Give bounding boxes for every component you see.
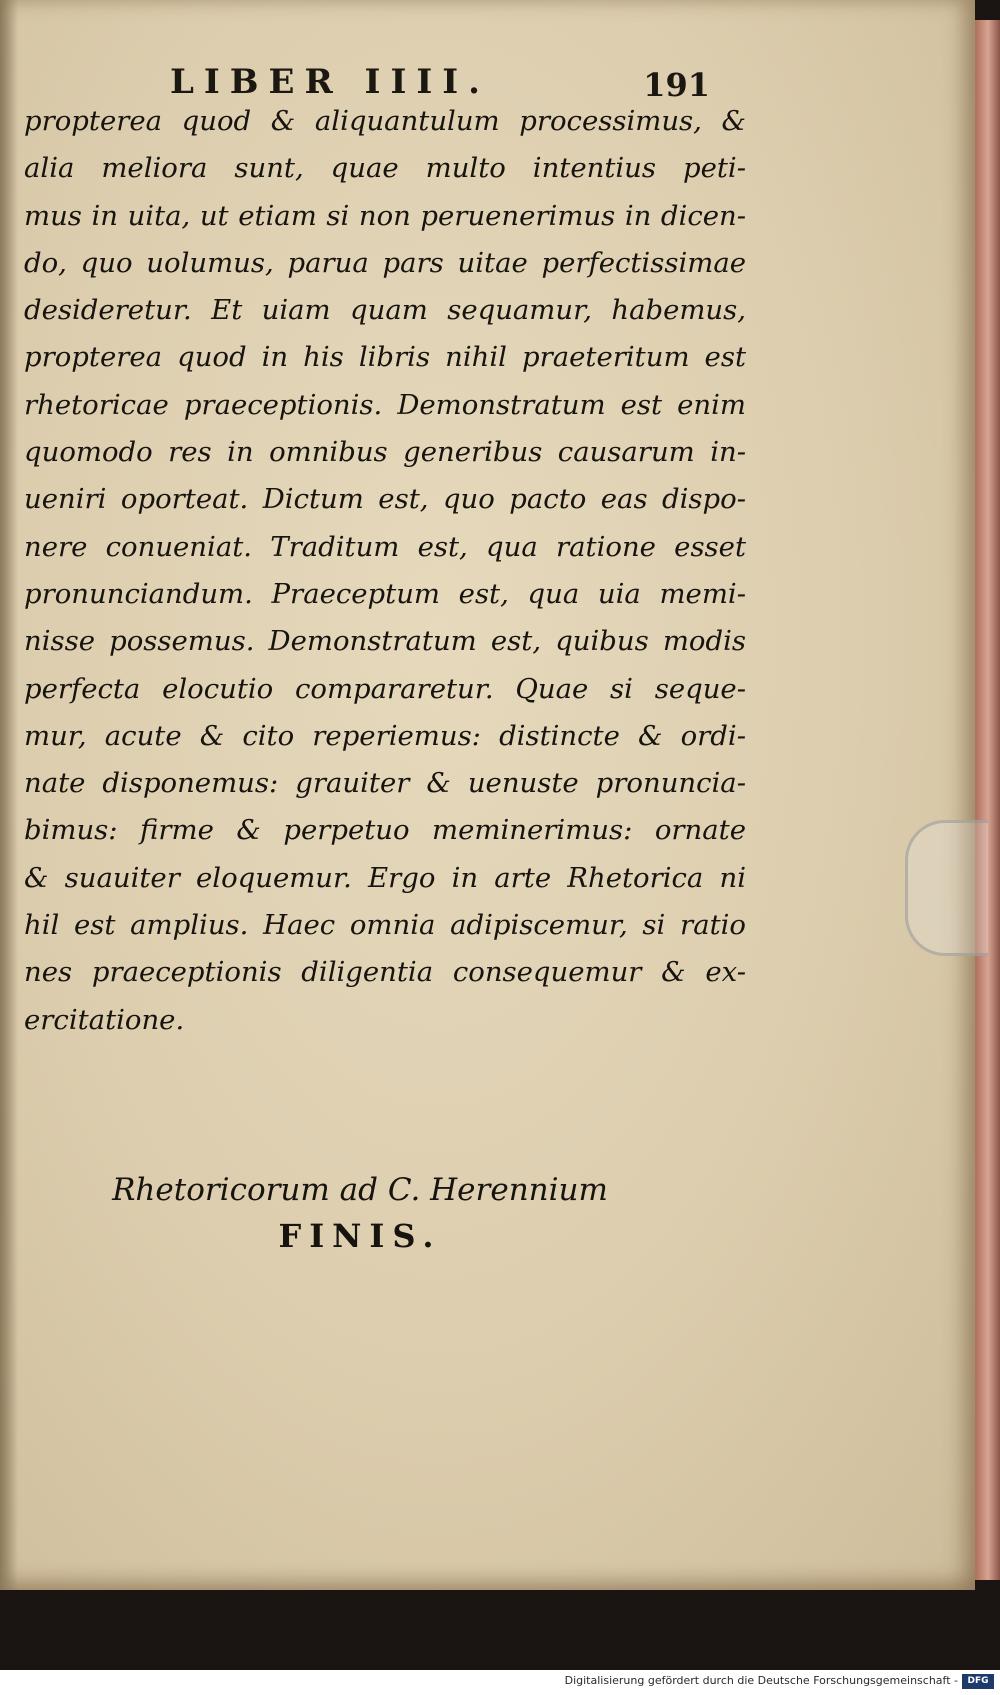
text-line: rhetoricae praeceptionis. Demonstratum est enim [24, 388, 746, 421]
text-line: desideretur. Et uiam quam sequamur, habemus, [24, 294, 746, 327]
page-header [170, 62, 730, 102]
text-line: ueniri oporteat. Dictum est, quo pacto eas dispo- [24, 483, 746, 516]
body-text [24, 98, 746, 1044]
text-line: hil est amplius. Haec omnia adipiscemur, si ratio [24, 909, 746, 942]
text-line: perfecta elocutio compararetur. Quae si seque- [24, 672, 746, 705]
colophon-title: Rhetoricorum ad C. Herennium [112, 1172, 608, 1208]
text-line: propterea quod in his libris nihil praeteritum est [24, 341, 746, 374]
text-line: nere conueniat. Traditum est, qua ratione esset [24, 530, 746, 563]
text-line: nisse possemus. Demonstratum est, quibus modis [24, 625, 746, 658]
text-line: nate disponemus: grauiter & uenuste pronuncia- [24, 767, 746, 800]
page-gutter [0, 0, 18, 1590]
text-line: pronunciandum. Praeceptum est, qua uia memi- [24, 577, 746, 610]
dfg-logo-icon: DFG [962, 1674, 994, 1689]
running-head: LIBER IIII. [170, 62, 491, 102]
text-line: ercitatione. [24, 1003, 185, 1036]
text-line: nes praeceptionis diligentia consequemur & ex- [24, 956, 746, 989]
finis-mark: FINIS. [278, 1217, 442, 1255]
page-clip [905, 820, 988, 956]
text-line: alia meliora sunt, quae multo intentius peti- [24, 152, 746, 185]
colophon [100, 1165, 620, 1255]
footer-credit: Digitalisierung gefördert durch die Deutsche Forschungsgemeinschaft - [564, 1674, 958, 1687]
text-line: bimus: firme & perpetuo meminerimus: ornate [24, 814, 746, 847]
text-line: quomodo res in omnibus generibus causarum in- [24, 436, 746, 469]
text-line: propterea quod & aliquantulum processimus, & [24, 105, 746, 137]
text-line: mus in uita, ut etiam si non peruenerimus in dicen- [24, 199, 746, 232]
text-line: & suauiter eloquemur. Ergo in arte Rhetorica ni [24, 861, 746, 894]
footer-bar [0, 1670, 1000, 1695]
page-number: 191 [643, 66, 710, 104]
text-line: mur, acute & cito reperiemus: distincte & ordi- [24, 719, 746, 752]
text-line: do, quo uolumus, parua pars uitae perfectissimae [24, 246, 746, 279]
